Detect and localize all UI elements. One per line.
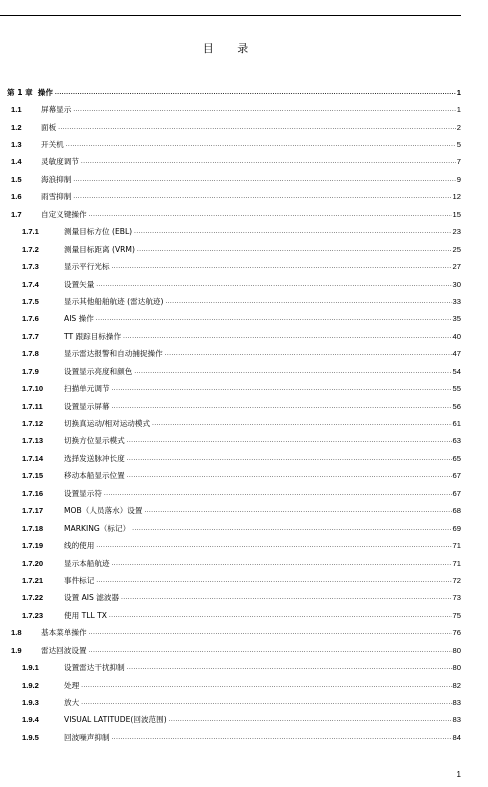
toc-entry[interactable] — [0, 572, 461, 589]
toc-entry-number: 1.7.8 — [22, 349, 39, 359]
toc-entry[interactable] — [0, 659, 461, 676]
toc-entry-number: 1.7.22 — [22, 593, 44, 603]
toc-entry-title: 测量目标距离 (VRM) — [64, 244, 135, 254]
toc-entry-number: 1.7.15 — [22, 471, 44, 481]
toc-entry-title: 线的使用 — [64, 541, 95, 551]
toc-entry-title: 回波噪声抑制 — [64, 732, 110, 742]
toc-entry-number: 1.7.17 — [22, 506, 44, 516]
toc-dot-leader — [127, 436, 452, 446]
toc-entry-title: 移动本船显示位置 — [64, 471, 125, 481]
toc-entry-page: 23 — [452, 227, 461, 237]
toc-entry-number: 1.7.21 — [22, 575, 44, 585]
toc-dot-leader — [137, 245, 452, 255]
toc-entry-page: 1 — [456, 105, 461, 115]
toc-dot-leader — [132, 524, 451, 534]
toc-entry-title: 切换方位显示模式 — [64, 436, 125, 446]
toc-entry-title: 扫描单元调节 — [64, 384, 110, 394]
toc-entry-title: 操作 — [37, 87, 53, 97]
page-title: 目 录 — [202, 42, 259, 55]
toc-entry-number: 1.7.7 — [22, 331, 39, 341]
toc-entry-title: 使用 TLL TX — [64, 610, 107, 620]
toc-entry[interactable] — [0, 84, 461, 101]
toc-entry-page: 5 — [456, 140, 461, 150]
toc-entry-page: 80 — [452, 645, 461, 655]
toc-entry-title: 处理 — [64, 680, 80, 690]
toc-entry-title: MARKING（标记） — [64, 523, 131, 533]
toc-entry-page: 69 — [452, 523, 461, 533]
toc-dot-leader — [165, 297, 451, 307]
toc-entry[interactable] — [0, 346, 461, 363]
toc-entry-number: 第 1 章 — [7, 87, 33, 97]
toc-entry-page: 75 — [452, 610, 461, 620]
toc-dot-leader — [96, 541, 451, 551]
toc-entry-page: 63 — [452, 436, 461, 446]
toc-entry-page: 82 — [452, 680, 461, 690]
toc-entry-number: 1.6 — [11, 192, 22, 202]
toc-entry-page: 84 — [452, 732, 461, 742]
toc-dot-leader — [89, 646, 452, 656]
page-number: 1 — [456, 770, 461, 779]
toc-dot-leader — [134, 227, 451, 237]
toc-dot-leader — [145, 506, 452, 516]
toc-entry-number: 1.7.10 — [22, 384, 44, 394]
toc-entry-number: 1.9.3 — [22, 698, 39, 708]
toc-entry[interactable] — [0, 311, 461, 328]
toc-entry-number: 1.4 — [11, 157, 22, 167]
toc-entry-title: 自定义键操作 — [41, 209, 87, 219]
toc-entry-page: 67 — [452, 488, 461, 498]
toc-dot-leader — [165, 349, 452, 359]
toc-entry-number: 1.7.9 — [22, 366, 39, 376]
toc-entry-page: 1 — [456, 87, 461, 97]
toc-entry-page: 9 — [456, 174, 461, 184]
toc-entry[interactable] — [0, 503, 461, 520]
toc-entry-number: 1.7.18 — [22, 523, 44, 533]
toc-entry-title: 事件标记 — [64, 575, 95, 585]
toc-entry-number: 1.7.5 — [22, 296, 39, 306]
toc-entry-title: 切换真运动/相对运动模式 — [64, 419, 151, 429]
toc-entry[interactable] — [0, 154, 461, 171]
toc-entry[interactable] — [0, 119, 461, 136]
toc-entry[interactable] — [0, 590, 461, 607]
toc-entry[interactable] — [0, 206, 461, 223]
toc-entry-page: 12 — [452, 192, 461, 202]
toc-entry-number: 1.7.16 — [22, 488, 44, 498]
toc-entry[interactable] — [0, 189, 461, 206]
toc-entry-title: MOB（人员落水）设置 — [64, 506, 143, 516]
toc-dot-leader — [169, 715, 452, 725]
toc-entry-page: 33 — [452, 296, 461, 306]
toc-entry[interactable] — [0, 415, 461, 432]
toc-dot-leader — [96, 314, 452, 324]
toc-entry-number: 1.7.19 — [22, 541, 44, 551]
toc-entry-title: 选择发送脉冲长度 — [64, 453, 125, 463]
toc-entry-number: 1.1 — [11, 105, 22, 115]
toc-entry-title: 基本菜单操作 — [41, 628, 87, 638]
toc-entry-number: 1.9.2 — [22, 680, 39, 690]
toc-entry[interactable] — [0, 450, 461, 467]
toc-dot-leader — [152, 419, 451, 429]
toc-entry-page: 7 — [456, 157, 461, 167]
toc-entry-page: 25 — [452, 244, 461, 254]
toc-entry[interactable] — [0, 171, 461, 188]
toc-entry-page: 83 — [452, 698, 461, 708]
toc-dot-leader — [123, 332, 451, 342]
toc-entry[interactable] — [0, 537, 461, 554]
toc-dot-leader — [112, 402, 452, 412]
toc-entry-number: 1.3 — [11, 140, 22, 150]
toc-entry-title: 设置显示亮度和颜色 — [64, 366, 133, 376]
toc-entry-title: 设置矢量 — [64, 279, 95, 289]
toc-entry-number: 1.7.3 — [22, 262, 39, 272]
toc-dot-leader — [104, 489, 452, 499]
toc-entry-title: 雨雪抑制 — [41, 192, 72, 202]
toc-entry-title: AIS 操作 — [64, 314, 94, 324]
toc-entry-page: 30 — [452, 279, 461, 289]
toc-entry-page: 68 — [452, 506, 461, 516]
toc-entry[interactable] — [0, 625, 461, 642]
toc-entry-title: VISUAL LATITUDE(回波范围) — [64, 715, 167, 725]
toc-entry-page: 67 — [452, 471, 461, 481]
toc-entry-title: 雷达回波设置 — [41, 645, 87, 655]
toc-dot-leader — [55, 88, 456, 98]
toc-entry-number: 1.7.12 — [22, 419, 44, 429]
toc-dot-leader — [81, 157, 456, 167]
toc-entry-page: 56 — [452, 401, 461, 411]
toc-entry[interactable] — [0, 520, 461, 537]
toc-entry-page: 73 — [452, 593, 461, 603]
toc-entry[interactable] — [0, 258, 461, 275]
toc-entry[interactable] — [0, 276, 461, 293]
toc-entry[interactable] — [0, 328, 461, 345]
toc-entry[interactable] — [0, 293, 461, 310]
toc-entry[interactable] — [0, 712, 461, 729]
toc-entry-title: 设置显示屏幕 — [64, 401, 110, 411]
toc-entry[interactable] — [0, 694, 461, 711]
toc-entry[interactable] — [0, 677, 461, 694]
toc-entry-title: 屏幕显示 — [41, 105, 72, 115]
toc-dot-leader — [112, 262, 452, 272]
toc-dot-leader — [134, 367, 451, 377]
toc-entry[interactable] — [0, 136, 461, 153]
toc-entry-page: 47 — [452, 349, 461, 359]
toc-dot-leader — [66, 140, 456, 150]
toc-entry-page: 2 — [456, 122, 461, 132]
header-rule — [0, 15, 461, 16]
toc-entry-page: 72 — [452, 575, 461, 585]
toc-entry-number: 1.7.2 — [22, 244, 39, 254]
toc-entry-number: 1.8 — [11, 628, 22, 638]
toc-entry-page: 65 — [452, 453, 461, 463]
toc-entry-title: 显示其他船舶航迹 (雷达航迹) — [64, 296, 164, 306]
toc-entry-page: 27 — [452, 262, 461, 272]
toc-entry[interactable] — [0, 607, 461, 624]
toc-entry-title: 显示本船航迹 — [64, 558, 110, 568]
toc-entry-number: 1.2 — [11, 122, 22, 132]
toc-entry-page: 71 — [452, 541, 461, 551]
toc-entry-title: 测量目标方位 (EBL) — [64, 227, 133, 237]
toc-entry-title: 显示雷达报警和自动捕捉操作 — [64, 349, 163, 359]
toc-entry-number: 1.9 — [11, 645, 22, 655]
toc-dot-leader — [112, 384, 452, 394]
toc-entry-title: TT 跟踪目标操作 — [64, 331, 122, 341]
toc-entry[interactable] — [0, 398, 461, 415]
toc-entry-number: 1.7.20 — [22, 558, 44, 568]
toc-dot-leader — [89, 210, 452, 220]
toc-entry-page: 80 — [452, 663, 461, 673]
toc-entry-title: 显示平行光标 — [64, 262, 110, 272]
toc-dot-leader — [127, 471, 452, 481]
toc-dot-leader — [96, 576, 451, 586]
toc-entry[interactable] — [0, 555, 461, 572]
toc-entry-page: 55 — [452, 384, 461, 394]
toc-entry-page: 15 — [452, 209, 461, 219]
toc-dot-leader — [127, 454, 452, 464]
toc-entry-number: 1.5 — [11, 174, 22, 184]
toc-entry-number: 1.9.1 — [22, 663, 39, 673]
toc-entry-title: 开关机 — [41, 140, 64, 150]
toc-dot-leader — [112, 733, 452, 743]
toc-entry-page: 35 — [452, 314, 461, 324]
toc-entry-title: 设置显示符 — [64, 488, 102, 498]
toc-entry[interactable] — [0, 380, 461, 397]
toc-entry-number: 1.7.13 — [22, 436, 44, 446]
toc-entry-title: 海浪抑制 — [41, 174, 72, 184]
toc-entry-page: 54 — [452, 366, 461, 376]
toc-dot-leader — [73, 192, 451, 202]
toc-entry-number: 1.7 — [11, 209, 22, 219]
toc-entry-number: 1.7.4 — [22, 279, 39, 289]
toc-entry[interactable] — [0, 729, 461, 746]
toc-entry-title: 设置雷达干扰抑制 — [64, 663, 125, 673]
toc-dot-leader — [121, 593, 451, 603]
toc-entry-number: 1.7.11 — [22, 401, 43, 411]
table-of-contents — [0, 84, 461, 747]
toc-entry[interactable] — [0, 642, 461, 659]
toc-entry-page: 40 — [452, 331, 461, 341]
toc-dot-leader — [109, 611, 452, 621]
toc-entry[interactable] — [0, 485, 461, 502]
toc-entry[interactable] — [0, 241, 461, 258]
toc-entry[interactable] — [0, 468, 461, 485]
toc-dot-leader — [73, 105, 455, 115]
toc-entry[interactable] — [0, 433, 461, 450]
toc-dot-leader — [96, 280, 451, 290]
toc-entry[interactable] — [0, 101, 461, 118]
toc-entry-title: 放大 — [64, 698, 80, 708]
toc-entry-title: 设置 AIS 滤波器 — [64, 593, 120, 603]
toc-entry-page: 61 — [452, 419, 461, 429]
toc-entry-page: 71 — [452, 558, 461, 568]
toc-dot-leader — [89, 628, 452, 638]
toc-dot-leader — [81, 681, 451, 691]
toc-entry-number: 1.7.23 — [22, 610, 44, 620]
toc-dot-leader — [127, 663, 452, 673]
toc-dot-leader — [73, 175, 455, 185]
toc-entry-number: 1.9.4 — [22, 715, 39, 725]
toc-dot-leader — [58, 123, 456, 133]
toc-entry-number: 1.9.5 — [22, 732, 39, 742]
toc-entry-title: 灵敏度调节 — [41, 157, 79, 167]
toc-entry-page: 83 — [452, 715, 461, 725]
toc-entry-number: 1.7.1 — [22, 227, 39, 237]
toc-entry-number: 1.7.14 — [22, 453, 44, 463]
toc-entry-number: 1.7.6 — [22, 314, 39, 324]
toc-entry[interactable] — [0, 363, 461, 380]
toc-entry[interactable] — [0, 224, 461, 241]
toc-dot-leader — [112, 559, 452, 569]
toc-entry-page: 76 — [452, 628, 461, 638]
toc-dot-leader — [81, 698, 451, 708]
toc-entry-title: 面板 — [41, 122, 57, 132]
